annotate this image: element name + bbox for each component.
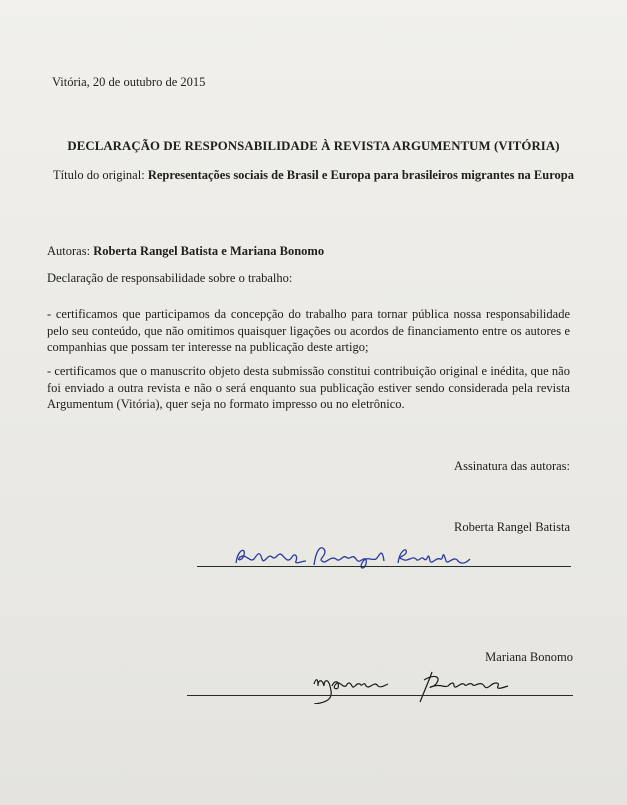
authors-label: Autoras: <box>47 244 91 258</box>
authors-names: Roberta Rangel Batista e Mariana Bonomo <box>93 244 325 258</box>
original-title: Representações sociais de Brasil e Europa para brasileiros migrantes na Europa <box>147 168 574 182</box>
date-line: Vitória, 20 de outubro de 2015 <box>52 75 206 89</box>
declaration-heading: Declaração de responsabilidade sobre o trabalho: <box>47 271 293 285</box>
signature-label: Assinatura das autoras: <box>454 459 570 473</box>
signatory-name: Roberta Rangel Batista <box>454 520 570 534</box>
declaration-paragraph: - certificamos que o manuscrito objeto desta submissão constitui contribuição original e inédita, que não foi enviado a outra revista e não o será enquanto sua publicação estiver sendo considerada pela revista Argumentum (Vitória), quer seja no formato impresso ou no eletrônico. <box>47 364 570 411</box>
signatory-name: Mariana Bonomo <box>485 650 573 664</box>
authors-line <box>47 244 324 259</box>
handwritten-signature <box>308 668 518 704</box>
signature-line <box>197 566 571 567</box>
signature-line <box>187 695 573 696</box>
original-title-label: Título do original: <box>53 168 145 182</box>
declaration-paragraph: - certificamos que participamos da concepção do trabalho para tornar pública nossa responsabilidade pelo seu conteúdo, que não omitimos quaisquer ligações ou acordos de financiamento entre os autores e companhias que possam ter interesse na publicação deste artigo; <box>47 307 570 354</box>
original-title-block <box>40 167 587 184</box>
declaration-title: DECLARAÇÃO DE RESPONSABILIDADE À REVISTA ARGUMENTUM (VITÓRIA) <box>67 139 560 153</box>
